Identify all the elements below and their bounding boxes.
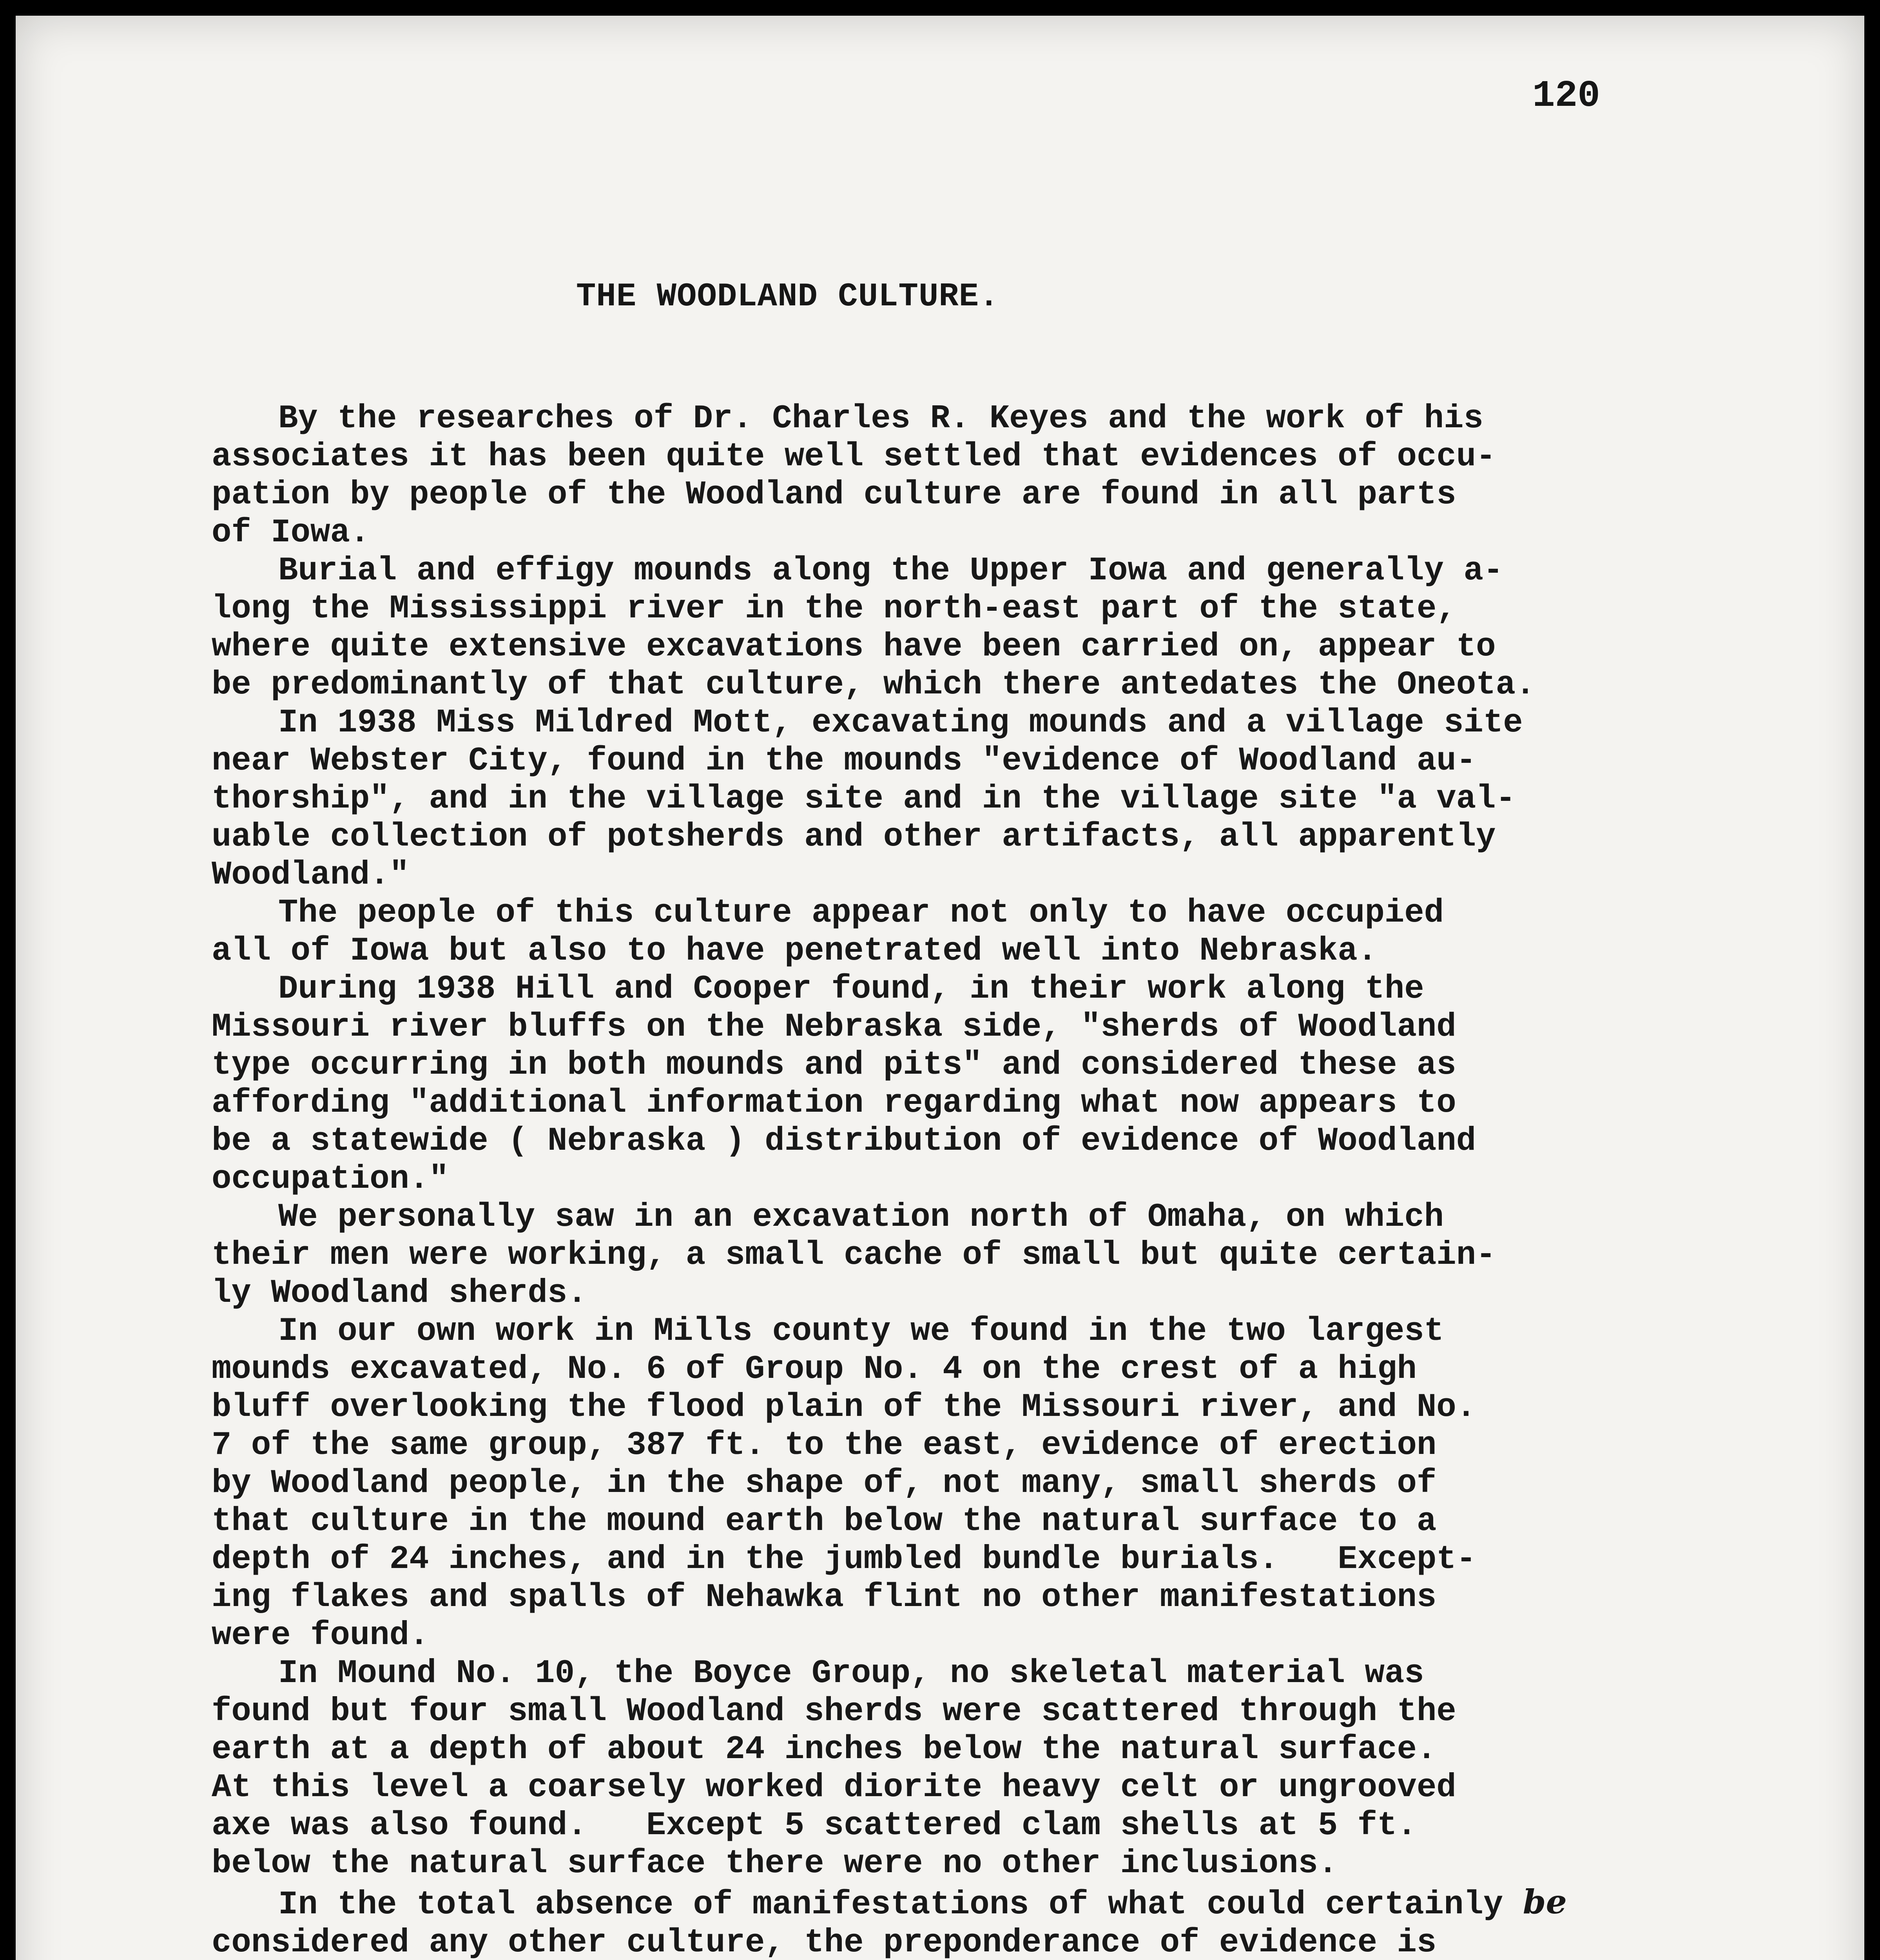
- text-line: of Iowa.: [212, 514, 370, 552]
- text-line: found but four small Woodland sherds were scattered through the: [212, 1693, 1456, 1730]
- text-line: long the Mississippi river in the north-east part of the state,: [212, 590, 1456, 628]
- document-title: THE WOODLAND CULTURE.: [576, 278, 999, 316]
- text-line: bluff overlooking the flood plain of the Missouri river, and No.: [212, 1389, 1476, 1426]
- text-line: be a statewide ( Nebraska ) distribution of evidence of Woodland: [212, 1123, 1476, 1160]
- paragraph: [212, 704, 1760, 894]
- paragraph: [212, 1312, 1760, 1655]
- paragraph: [212, 1198, 1760, 1312]
- body-text: [212, 400, 1760, 1960]
- text-line: mounds excavated, No. 6 of Group No. 4 on the crest of a high: [212, 1351, 1417, 1388]
- text-line-content: In the total absence of manifestations of what could certainly: [278, 1886, 1503, 1924]
- paragraph: [212, 970, 1760, 1198]
- text-line: earth at a depth of about 24 inches below the natural surface.: [212, 1731, 1437, 1768]
- paragraph: [212, 552, 1760, 704]
- text-line: In 1938 Miss Mildred Mott, excavating mounds and a village site: [278, 704, 1523, 742]
- text-line: where quite extensive excavations have been carried on, appear to: [212, 628, 1496, 666]
- text-line: by Woodland people, in the shape of, not many, small sherds of: [212, 1465, 1437, 1502]
- text-line: be predominantly of that culture, which there antedates the Oneota.: [212, 666, 1536, 704]
- text-line: depth of 24 inches, and in the jumbled bundle burials. Except-: [212, 1541, 1476, 1578]
- paragraph: [212, 894, 1760, 970]
- text-line: 7 of the same group, 387 ft. to the east, evidence of erection: [212, 1427, 1437, 1464]
- text-line: that culture in the mound earth below the natural surface to a: [212, 1503, 1437, 1540]
- text-line: near Webster City, found in the mounds "evidence of Woodland au-: [212, 742, 1476, 780]
- text-line: Missouri river bluffs on the Nebraska side, "sherds of Woodland: [212, 1009, 1456, 1046]
- text-line: their men were working, a small cache of small but quite certain-: [212, 1237, 1496, 1274]
- text-line: ing flakes and spalls of Nehawka flint no other manifestations: [212, 1579, 1437, 1616]
- text-line: below the natural surface there were no other inclusions.: [212, 1845, 1338, 1882]
- text-line: thorship", and in the village site and in the village site "a val-: [212, 780, 1516, 818]
- text-line: [212, 1883, 1760, 1924]
- typewritten-page: [16, 16, 1864, 1960]
- text-line: were found.: [212, 1617, 429, 1654]
- text-line: occupation.": [212, 1161, 449, 1198]
- text-line: During 1938 Hill and Cooper found, in their work along the: [278, 971, 1424, 1008]
- paragraph: [212, 1655, 1760, 1883]
- paragraph: [212, 1883, 1760, 1960]
- text-line: uable collection of potsherds and other artifacts, all apparently: [212, 818, 1496, 856]
- text-line: type occurring in both mounds and pits" and considered these as: [212, 1047, 1456, 1084]
- text-line: pation by people of the Woodland culture are found in all parts: [212, 476, 1456, 514]
- text-line: In our own work in Mills county we found in the two largest: [278, 1313, 1444, 1350]
- text-line: By the researches of Dr. Charles R. Keyes and the work of his: [278, 400, 1483, 437]
- text-line: axe was also found. Except 5 scattered clam shells at 5 ft.: [212, 1807, 1417, 1844]
- text-line: considered any other culture, the preponderance of evidence is: [212, 1924, 1437, 1960]
- paragraph: [212, 400, 1760, 552]
- text-line: In Mound No. 10, the Boyce Group, no skeletal material was: [278, 1655, 1424, 1692]
- text-line: The people of this culture appear not only to have occupied: [278, 895, 1444, 932]
- text-line: all of Iowa but also to have penetrated well into Nebraska.: [212, 933, 1378, 970]
- text-line: ly Woodland sherds.: [212, 1275, 587, 1312]
- text-line: Burial and effigy mounds along the Upper Iowa and generally a-: [278, 552, 1503, 590]
- text-line: At this level a coarsely worked diorite heavy celt or ungrooved: [212, 1769, 1456, 1806]
- page-number: 120: [1532, 74, 1600, 117]
- text-line: Woodland.": [212, 857, 410, 894]
- handwritten-insert: be: [1523, 1882, 1567, 1921]
- text-line: affording "additional information regarding what now appears to: [212, 1085, 1456, 1122]
- text-line: associates it has been quite well settled that evidences of occu-: [212, 438, 1496, 475]
- text-line: We personally saw in an excavation north of Omaha, on which: [278, 1199, 1444, 1236]
